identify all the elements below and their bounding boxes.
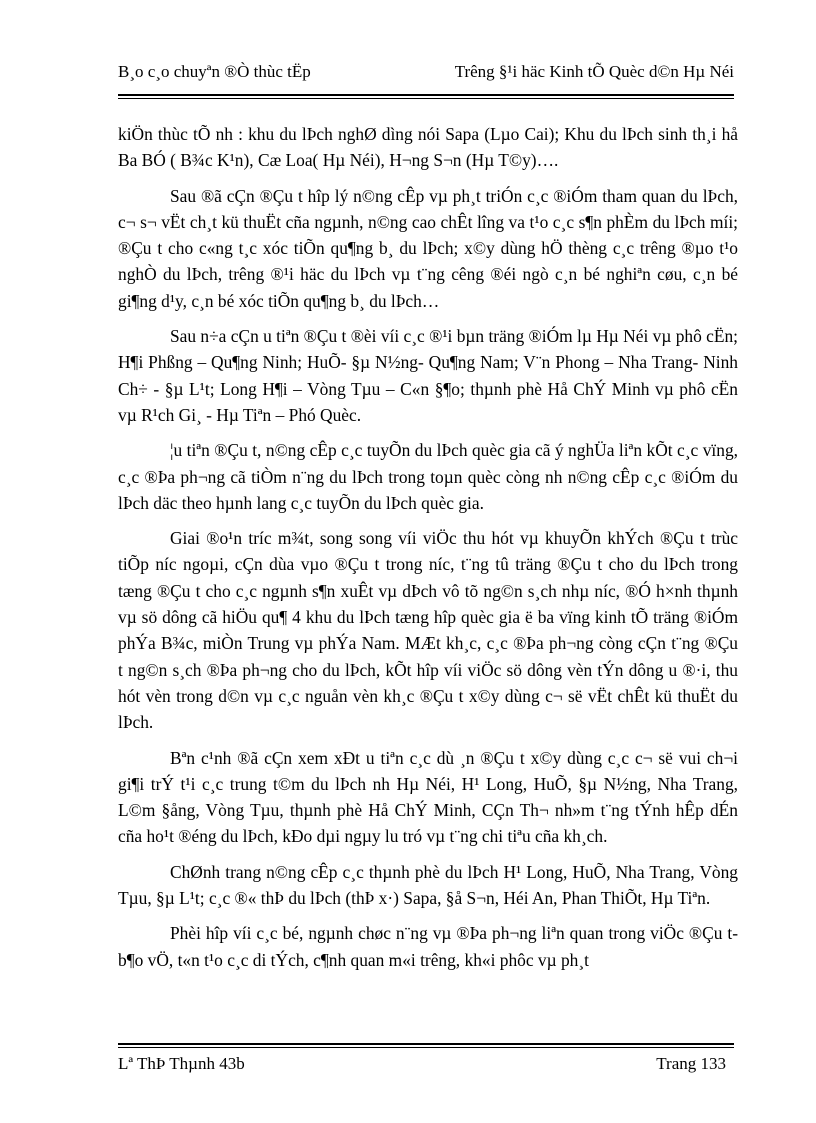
header-report-title: B¸o c¸o chuyªn ®Ò thùc tËp bbox=[118, 62, 311, 81]
paragraph: Sau n÷a cÇn u tiªn ®Çu t ®èi víi c¸c ®¹i bµn träng ®iÓm lµ Hµ Néi vµ phô cËn; H¶i Phßng – Qu¶ng Ninh; HuÕ- §µ N½ng- Qu¶ng Nam; V¨n Phong – Nha Trang- Ninh Ch÷ - §µ L¹t; Long H¶i – Vòng Tµu – C«n §¶o; thµnh phè Hå ChÝ Minh vµ phô cËn vµ R¹ch Gi¸ - Hµ Tiªn – Phó Quèc. bbox=[118, 326, 738, 425]
paragraph: Giai ®o¹n tríc m¾t, song song víi viÖc thu hót vµ khuyÕn khÝch ®Çu t trùc tiÕp níc ngoµi, cÇn dùa vµo ®Çu t trong níc, t¨ng tû träng ®Çu t cho du lÞch trong tæng ®Çu t cho c¸c ngµnh s¶n xuÊt vµ dÞch vô tõ ng©n s¸ch nhµ níc, ®Ó h×nh thµnh vµ sö dông cã hiÖu qu¶ 4 khu du lÞch tæng hîp quèc gia ë ba vïng kinh tÕ träng ®iÓm phÝa B¾c, miÒn Trung vµ phÝa Nam. MÆt kh¸c, c¸c ®Þa ph¬ng còng cÇn t¨ng ®Çu t ng©n s¸ch ®Þa ph¬ng cho du lÞch, kÕt hîp víi viÖc sö dông vèn tÝn dông u ®·i, thu hót vèn trong d©n vµ c¸c nguån vèn kh¸c ®Çu t x©y dùng c¬ së vËt chÊt kü thuËt du lÞch. bbox=[118, 528, 738, 733]
page-footer bbox=[118, 1054, 734, 1076]
paragraph: kiÖn thùc tÕ nh : khu du lÞch nghØ dìng nói Sapa (Lµo Cai); Khu du lÞch sinh th¸i hå Ba BÓ ( B¾c K¹n), Cæ Loa( Hµ Néi), H¬ng S¬n (Hµ T©y)…. bbox=[118, 124, 738, 171]
page-number: Trang 133 bbox=[656, 1054, 726, 1073]
header-rule-bottom bbox=[118, 98, 734, 99]
header-university: Trêng §¹i häc Kinh tÕ Quèc d©n Hµ Néi bbox=[454, 62, 734, 81]
footer-rule-bottom bbox=[118, 1047, 734, 1048]
footer-author: Lª ThÞ Thµnh 43b bbox=[118, 1054, 245, 1073]
footer-rule-top bbox=[118, 1043, 734, 1045]
document-body bbox=[118, 121, 738, 982]
page-header bbox=[118, 62, 734, 86]
paragraph: Sau ®ã cÇn ®Çu t hîp lý n©ng cÊp vµ ph¸t triÓn c¸c ®iÓm tham quan du lÞch, c¬ s¬ vËt ch¸t kü thuËt cña ngµnh, n©ng cao chÊt lîng va t¹o c¸c s¶n phÈm du lÞch míi; ®Çu t cho c«ng t¸c xóc tiÕn qu¶ng b¸ du lÞch; x©y dùng hÖ thèng c¸c trêng ®µo t¹o nghÒ du lÞch, trêng ®¹i häc du lÞch vµ t¨ng cêng ®éi ngò c¸n bé nghiªn cøu, c¸n bé gi¶ng d¹y, c¸n bé xóc tiÕn qu¶ng b¸ du lÞch… bbox=[118, 185, 738, 311]
paragraph: ChØnh trang n©ng cÊp c¸c thµnh phè du lÞch H¹ Long, HuÕ, Nha Trang, Vòng Tµu, §µ L¹t; c¸c ®« thÞ du lÞch (thÞ x·) Sapa, §å S¬n, Héi An, Phan ThiÕt, Hµ Tiªn. bbox=[118, 861, 738, 909]
paragraph: ¦u tiªn ®Çu t, n©ng cÊp c¸c tuyÕn du lÞch quèc gia cã ý nghÜa liªn kÕt c¸c vïng, c¸c ®Þa ph¬ng cã tiÒm n¨ng du lÞch trong toµn quèc còng nh n©ng cÊp c¸c ®iÓm du lÞch däc theo hµnh lang c¸c tuyÕn du lÞch quèc gia. bbox=[118, 440, 738, 513]
paragraph: Bªn c¹nh ®ã cÇn xem xÐt u tiªn c¸c dù ¸n ®Çu t x©y dùng c¸c c¬ së vui ch¬i gi¶i trÝ t¹i c¸c trung t©m du lÞch nh Hµ Néi, H¹ Long, HuÕ, §µ N½ng, Nha Trang, L©m §ång, Vòng Tµu, thµnh phè Hå ChÝ Minh, CÇn Th¬ nh»m t¨ng tÝnh hÊp dÉn cña ho¹t ®éng du lÞch, kÐo dµi ngµy lu tró vµ t¨ng chi tiªu cña kh¸ch. bbox=[118, 747, 738, 847]
header-rule-top bbox=[118, 94, 734, 96]
paragraph: Phèi hîp víi c¸c bé, ngµnh chøc n¨ng vµ ®Þa ph¬ng liªn quan trong viÖc ®Çu t b¶o vÖ, t«n t¹o c¸c di tÝch, c¶nh quan m«i trêng, kh«i phôc vµ ph¸t bbox=[118, 923, 738, 970]
